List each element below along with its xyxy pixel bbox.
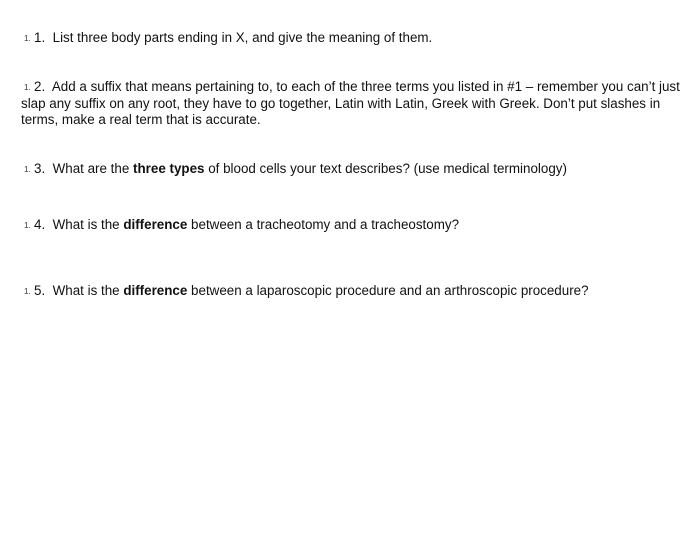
question-2-line-1 — [34, 79, 696, 96]
question-1-text — [34, 30, 696, 47]
list-marker: 1. — [24, 165, 31, 174]
list-marker: 1. — [24, 83, 31, 92]
question-number: 4. — [34, 217, 46, 232]
emphasis: difference — [123, 217, 188, 232]
question-4-text — [34, 217, 696, 234]
question-number: 1. — [34, 30, 46, 45]
question-body-before: What are the — [52, 161, 134, 176]
question-body-after: of blood cells your text describes? (use medical terminology) — [204, 161, 567, 176]
question-2-text — [21, 79, 696, 129]
list-marker: 1. — [24, 34, 31, 43]
question-body-before: What is the — [52, 217, 124, 232]
question-5-text — [34, 283, 696, 300]
question-2-line-3: terms, make a real term that is accurate. — [21, 112, 261, 127]
question-number: 5. — [34, 283, 46, 298]
question-body-after: between a laparoscopic procedure and an arthroscopic procedure? — [187, 283, 589, 298]
question-body: List three body parts ending in X, and give the meaning of them. — [52, 30, 433, 45]
question-body: Add a suffix that means pertaining to, to each of the three terms you listed in #1 – remember you can’t just — [51, 79, 680, 94]
question-3-text — [34, 161, 696, 178]
list-marker: 1. — [24, 287, 31, 296]
emphasis: three types — [133, 161, 205, 176]
question-body-after: between a tracheotomy and a tracheostomy? — [187, 217, 460, 232]
question-number: 3. — [34, 161, 46, 176]
emphasis: difference — [123, 283, 188, 298]
question-2-line-2: slap any suffix on any root, they have to go together, Latin with Latin, Greek with Greek. Don’t put slashes in — [21, 95, 661, 111]
question-number: 2. — [34, 79, 46, 94]
list-marker: 1. — [24, 221, 31, 230]
question-body-before: What is the — [52, 283, 124, 298]
